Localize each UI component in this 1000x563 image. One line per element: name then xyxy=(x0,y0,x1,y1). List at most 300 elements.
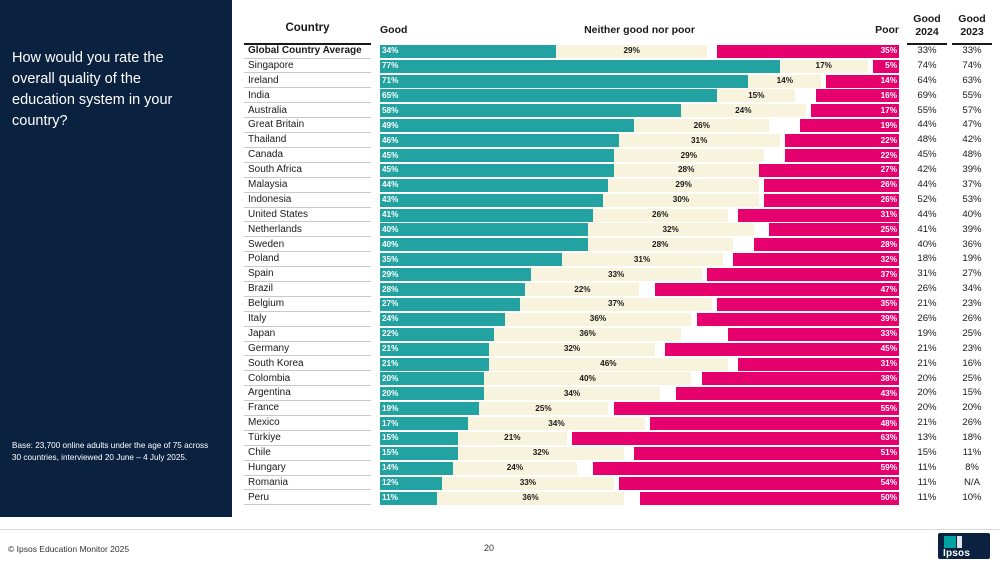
bar-label-poor: 39% xyxy=(880,314,897,324)
bar-segment-neither xyxy=(468,417,644,430)
bar-segment-neither xyxy=(556,45,707,58)
table-row xyxy=(244,89,992,104)
row-bar-group xyxy=(380,75,899,88)
cell-good-2023: 10% xyxy=(962,491,982,503)
bar-label-good: 15% xyxy=(382,448,399,458)
cell-good-2023: 11% xyxy=(962,447,982,459)
cell-good-2023: 27% xyxy=(962,268,982,280)
bar-label-neither: 15% xyxy=(748,90,765,100)
bar-label-poor: 16% xyxy=(880,90,897,100)
bar-label-neither: 17% xyxy=(815,61,832,71)
cell-good-2023: 18% xyxy=(962,432,982,444)
row-bar-group xyxy=(380,462,899,475)
bar-label-neither: 31% xyxy=(690,135,708,145)
table-row xyxy=(244,193,992,208)
bar-segment-neither xyxy=(458,447,624,460)
cell-good-2024: 20% xyxy=(917,387,937,399)
good-2024-line1: Good xyxy=(913,13,941,25)
bar-segment-good xyxy=(380,75,748,88)
cell-good-2024: 19% xyxy=(917,327,937,339)
row-bar-group xyxy=(380,253,899,266)
bar-segment-poor xyxy=(707,268,899,281)
bar-segment-neither xyxy=(484,372,692,385)
bar-label-good: 15% xyxy=(382,433,399,443)
row-country-label: Canada xyxy=(248,149,284,161)
bar-segment-neither xyxy=(531,268,702,281)
cell-good-2024: 11% xyxy=(917,491,937,503)
bar-label-neither: 34% xyxy=(563,388,581,398)
bar-segment-good xyxy=(380,313,505,326)
row-country-label: Argentina xyxy=(248,387,291,399)
table-row xyxy=(244,163,992,178)
cell-good-2024: 55% xyxy=(917,104,937,116)
bar-label-good: 20% xyxy=(382,373,399,383)
bar-segment-good xyxy=(380,223,588,236)
cell-good-2024: 20% xyxy=(917,402,937,414)
bar-label-poor: 26% xyxy=(880,180,897,190)
stacked-bar-chart xyxy=(244,13,992,506)
bar-label-neither: 28% xyxy=(678,165,695,175)
bar-segment-neither xyxy=(479,402,609,415)
logo-bar-icon xyxy=(957,536,962,548)
cell-good-2023: 39% xyxy=(962,164,982,176)
bar-label-neither: 32% xyxy=(662,224,679,234)
cell-good-2024: 40% xyxy=(917,238,937,250)
cell-good-2023: 25% xyxy=(962,372,982,384)
row-country-label: Spain xyxy=(248,268,274,280)
row-bar-group xyxy=(380,343,899,356)
cell-good-2024: 21% xyxy=(917,417,937,429)
bar-label-good: 43% xyxy=(382,195,399,205)
cell-good-2024: 18% xyxy=(917,253,937,265)
bar-segment-poor xyxy=(614,402,899,415)
cell-good-2024: 26% xyxy=(917,283,937,295)
bar-segment-poor xyxy=(764,194,899,207)
bar-label-neither: 25% xyxy=(535,403,552,413)
row-country-label: Global Country Average xyxy=(248,45,362,56)
cell-good-2024: 44% xyxy=(917,179,937,191)
row-bar-group xyxy=(380,358,899,371)
row-bar-group xyxy=(380,179,899,192)
bar-segment-poor xyxy=(811,104,899,117)
bar-segment-good xyxy=(380,134,619,147)
table-row xyxy=(244,104,992,119)
bar-segment-neither xyxy=(717,89,795,102)
row-country-label: Sweden xyxy=(248,238,285,250)
bar-segment-poor xyxy=(619,477,899,490)
bar-label-neither: 40% xyxy=(579,373,596,383)
row-country-label: Thailand xyxy=(248,134,287,146)
cell-good-2024: 74% xyxy=(917,59,937,71)
bar-segment-good xyxy=(380,209,593,222)
cell-good-2023: 63% xyxy=(962,74,982,86)
bar-segment-poor xyxy=(728,328,899,341)
table-row xyxy=(244,357,992,372)
bar-segment-neither xyxy=(562,253,723,266)
bar-segment-good xyxy=(380,477,442,490)
bar-segment-poor xyxy=(769,223,899,236)
row-country-label: India xyxy=(248,89,270,101)
bar-segment-good xyxy=(380,283,525,296)
bar-label-good: 35% xyxy=(382,254,399,264)
table-row xyxy=(244,74,992,89)
bar-label-neither: 26% xyxy=(652,210,669,220)
bar-label-good: 77% xyxy=(382,61,399,71)
cell-good-2024: 11% xyxy=(917,461,937,473)
cell-good-2023: 37% xyxy=(962,179,982,191)
bar-segment-neither xyxy=(614,149,765,162)
row-country-label: Peru xyxy=(248,491,270,503)
bar-label-neither: 32% xyxy=(532,448,550,458)
bar-label-poor: 59% xyxy=(880,463,897,473)
row-country-label: Germany xyxy=(248,342,290,354)
bar-segment-neither xyxy=(681,104,806,117)
table-row xyxy=(244,59,992,74)
bar-label-poor: 32% xyxy=(880,254,897,264)
row-country-label: Brazil xyxy=(248,283,274,295)
cell-good-2023: 47% xyxy=(962,119,982,131)
bar-segment-good xyxy=(380,45,556,58)
bar-label-neither: 14% xyxy=(776,76,793,86)
table-row xyxy=(244,118,992,133)
bar-segment-good xyxy=(380,358,489,371)
column-header-good-2024 xyxy=(907,13,947,39)
bar-label-good: 24% xyxy=(382,314,399,324)
row-country-label: Australia xyxy=(248,104,287,116)
bar-label-good: 20% xyxy=(382,388,399,398)
row-bar-group xyxy=(380,492,899,505)
legend-neither: Neither good nor poor xyxy=(584,24,695,36)
row-bar-group xyxy=(380,447,899,460)
bar-label-good: 22% xyxy=(382,329,399,339)
bar-label-neither: 29% xyxy=(675,180,692,190)
row-bar-group xyxy=(380,432,899,445)
row-country-label: United States xyxy=(248,208,309,220)
bar-label-neither: 24% xyxy=(506,463,524,473)
row-country-label: Türkiye xyxy=(248,432,281,444)
bar-label-good: 58% xyxy=(382,105,399,115)
bar-segment-good xyxy=(380,179,608,192)
bar-segment-poor xyxy=(634,447,899,460)
bar-segment-good xyxy=(380,119,634,132)
bar-label-good: 29% xyxy=(382,269,399,279)
bar-label-neither: 33% xyxy=(607,269,625,279)
bar-label-neither: 36% xyxy=(522,493,539,503)
cell-good-2024: 21% xyxy=(917,357,937,369)
bar-segment-neither xyxy=(614,164,759,177)
bar-label-good: 40% xyxy=(382,239,399,249)
bar-segment-neither xyxy=(489,358,728,371)
cell-good-2024: 44% xyxy=(917,208,937,220)
table-row xyxy=(244,312,992,327)
bar-segment-poor xyxy=(697,313,899,326)
bar-label-good: 41% xyxy=(382,210,399,220)
bar-label-poor: 51% xyxy=(880,448,897,458)
bar-label-poor: 37% xyxy=(880,269,897,279)
bar-label-neither: 36% xyxy=(579,329,596,339)
question-text: How would you rate the overall quality of the education system in your country? xyxy=(12,50,173,129)
cell-good-2024: 26% xyxy=(917,313,937,325)
logo-text: Ipsos xyxy=(943,548,971,559)
bar-label-good: 46% xyxy=(382,135,399,145)
row-bar-group xyxy=(380,417,899,430)
cell-good-2024: 45% xyxy=(917,149,937,161)
bar-segment-good xyxy=(380,432,458,445)
table-row xyxy=(244,431,992,446)
table-row xyxy=(244,416,992,431)
bar-segment-neither xyxy=(748,75,821,88)
bar-segment-poor xyxy=(593,462,899,475)
bar-label-neither: 29% xyxy=(623,46,640,56)
row-divider xyxy=(244,504,371,505)
cell-good-2023: 42% xyxy=(962,134,982,146)
row-country-label: Italy xyxy=(248,313,267,325)
cell-good-2024: 31% xyxy=(917,268,937,280)
row-bar-group xyxy=(380,134,899,147)
bar-segment-neither xyxy=(780,60,868,73)
table-row xyxy=(244,342,992,357)
row-bar-group xyxy=(380,223,899,236)
bar-segment-poor xyxy=(873,60,899,73)
cell-good-2023: 8% xyxy=(965,461,979,473)
bar-segment-neither xyxy=(453,462,578,475)
cell-good-2023: 48% xyxy=(962,149,982,161)
row-country-label: Hungary xyxy=(248,461,286,473)
bar-label-neither: 26% xyxy=(693,120,710,130)
bar-segment-good xyxy=(380,387,484,400)
bar-segment-neither xyxy=(494,328,681,341)
bar-segment-neither xyxy=(458,432,567,445)
bar-segment-poor xyxy=(785,149,899,162)
cell-good-2023: 55% xyxy=(962,89,982,101)
bar-label-poor: 54% xyxy=(880,478,897,488)
table-row xyxy=(244,491,992,506)
bar-segment-good xyxy=(380,417,468,430)
table-row xyxy=(244,267,992,282)
cell-good-2023: 34% xyxy=(962,283,982,295)
table-row xyxy=(244,133,992,148)
copyright-text: © Ipsos Education Monitor 2025 xyxy=(8,544,130,554)
cell-good-2023: 26% xyxy=(962,417,982,429)
table-row xyxy=(244,178,992,193)
row-bar-group xyxy=(380,209,899,222)
bar-segment-good xyxy=(380,164,614,177)
bar-label-good: 21% xyxy=(382,344,399,354)
bar-label-neither: 33% xyxy=(519,478,537,488)
bar-segment-poor xyxy=(826,75,899,88)
row-bar-group xyxy=(380,313,899,326)
bar-segment-neither xyxy=(593,209,728,222)
bar-label-poor: 31% xyxy=(880,359,897,368)
cell-good-2023: 20% xyxy=(962,402,982,414)
row-bar-group xyxy=(380,238,899,251)
table-row xyxy=(244,282,992,297)
cell-good-2023: 39% xyxy=(962,223,982,235)
bar-segment-poor xyxy=(665,343,899,356)
bar-segment-poor xyxy=(738,358,899,371)
row-country-label: Singapore xyxy=(248,59,294,71)
bar-label-good: 11% xyxy=(382,493,398,503)
bar-segment-poor xyxy=(800,119,899,132)
cell-good-2024: 64% xyxy=(917,74,937,86)
table-row xyxy=(244,44,992,59)
bar-segment-poor xyxy=(717,298,899,311)
cell-good-2023: 74% xyxy=(962,59,982,71)
cell-good-2024: 44% xyxy=(917,119,937,131)
cell-good-2023: 33% xyxy=(962,45,982,56)
bar-segment-good xyxy=(380,194,603,207)
base-text: Base: 23,700 online adults under the age of 75 across 30 countries, interviewed 20 June – 4 July 2025. xyxy=(12,441,209,462)
cell-good-2023: 53% xyxy=(962,193,982,205)
row-country-label: Chile xyxy=(248,447,271,459)
bar-segment-poor xyxy=(676,387,899,400)
row-bar-group xyxy=(380,89,899,102)
cell-good-2024: 48% xyxy=(917,134,937,146)
bar-label-poor: 45% xyxy=(880,344,897,354)
bar-label-poor: 63% xyxy=(880,433,897,443)
row-bar-group xyxy=(380,283,899,296)
bar-label-neither: 46% xyxy=(600,359,617,368)
row-country-label: Great Britain xyxy=(248,119,305,131)
cell-good-2024: 42% xyxy=(917,164,937,176)
bar-segment-poor xyxy=(650,417,899,430)
bar-label-neither: 22% xyxy=(574,284,591,294)
legend-poor: Poor xyxy=(875,24,899,36)
bar-label-poor: 43% xyxy=(880,388,897,398)
row-country-label: South Korea xyxy=(248,357,304,369)
bar-label-good: 34% xyxy=(382,46,399,56)
bar-label-poor: 35% xyxy=(880,299,897,309)
bar-label-poor: 31% xyxy=(880,210,897,220)
chart-header xyxy=(244,13,992,44)
bar-segment-neither xyxy=(619,134,780,147)
bar-segment-good xyxy=(380,402,479,415)
bar-segment-neither xyxy=(520,298,712,311)
bar-label-poor: 5% xyxy=(885,61,897,71)
cell-good-2023: 57% xyxy=(962,104,982,116)
bar-label-poor: 22% xyxy=(880,135,897,145)
bar-segment-good xyxy=(380,492,437,505)
bar-segment-poor xyxy=(764,179,899,192)
row-bar-group xyxy=(380,477,899,490)
bar-label-poor: 55% xyxy=(880,403,897,413)
table-row xyxy=(244,476,992,491)
row-bar-group xyxy=(380,298,899,311)
table-row xyxy=(244,238,992,253)
row-country-label: Poland xyxy=(248,253,280,265)
cell-good-2023: 23% xyxy=(962,342,982,354)
table-row xyxy=(244,446,992,461)
bar-segment-good xyxy=(380,343,489,356)
row-bar-group xyxy=(380,45,899,58)
column-header-country: Country xyxy=(285,22,330,34)
bar-segment-poor xyxy=(738,209,899,222)
bar-segment-good xyxy=(380,238,588,251)
bar-segment-good xyxy=(380,298,520,311)
row-country-label: Ireland xyxy=(248,74,279,86)
bar-label-neither: 36% xyxy=(589,314,607,324)
bar-label-poor: 22% xyxy=(880,150,897,160)
table-row xyxy=(244,372,992,387)
row-bar-group xyxy=(380,194,899,207)
bar-label-poor: 38% xyxy=(880,373,897,383)
row-bar-group xyxy=(380,104,899,117)
bar-segment-neither xyxy=(484,387,660,400)
bar-label-good: 19% xyxy=(382,403,399,413)
bar-label-poor: 19% xyxy=(880,120,897,130)
bar-segment-good xyxy=(380,104,681,117)
bar-segment-neither xyxy=(505,313,692,326)
row-bar-group xyxy=(380,268,899,281)
row-bar-group xyxy=(380,164,899,177)
bar-segment-poor xyxy=(717,45,899,58)
cell-good-2024: 21% xyxy=(917,342,937,354)
bar-segment-good xyxy=(380,372,484,385)
table-row xyxy=(244,223,992,238)
table-row xyxy=(244,327,992,342)
bar-label-good: 49% xyxy=(382,120,399,130)
bar-segment-poor xyxy=(572,432,899,445)
row-bar-group xyxy=(380,387,899,400)
table-row xyxy=(244,401,992,416)
bar-label-good: 45% xyxy=(382,150,399,160)
bar-segment-neither xyxy=(588,223,754,236)
page-number: 20 xyxy=(484,543,495,553)
bar-segment-good xyxy=(380,149,614,162)
row-country-label: Belgium xyxy=(248,298,285,310)
bar-label-good: 28% xyxy=(382,284,399,294)
bar-label-poor: 28% xyxy=(880,239,897,249)
column-header-good-2023 xyxy=(952,13,992,39)
row-country-label: Mexico xyxy=(248,417,280,429)
bar-segment-neither xyxy=(525,283,639,296)
bar-label-poor: 26% xyxy=(880,195,897,205)
row-country-label: Colombia xyxy=(248,372,291,384)
cell-good-2024: 13% xyxy=(917,432,937,444)
table-row xyxy=(244,386,992,401)
bar-label-neither: 32% xyxy=(563,344,581,354)
row-country-label: Romania xyxy=(248,476,289,488)
row-bar-group xyxy=(380,60,899,73)
cell-good-2024: 21% xyxy=(917,298,937,310)
bar-label-poor: 27% xyxy=(880,165,897,175)
bar-segment-poor xyxy=(785,134,899,147)
bar-segment-poor xyxy=(655,283,899,296)
cell-good-2024: 69% xyxy=(917,89,937,101)
bar-segment-poor xyxy=(816,89,899,102)
bar-label-poor: 35% xyxy=(880,46,897,56)
bar-segment-neither xyxy=(634,119,769,132)
cell-good-2023: N/A xyxy=(964,476,980,488)
bar-segment-poor xyxy=(733,253,899,266)
footer-divider xyxy=(0,529,1000,530)
bar-segment-good xyxy=(380,268,531,281)
row-country-label: Japan xyxy=(248,327,276,339)
bar-segment-good xyxy=(380,447,458,460)
cell-good-2023: 19% xyxy=(962,253,982,265)
row-country-label: Netherlands xyxy=(248,223,302,235)
cell-good-2023: 40% xyxy=(962,208,982,220)
good-2023-line1: Good xyxy=(958,13,986,25)
bar-segment-poor xyxy=(640,492,900,505)
ipsos-logo xyxy=(938,533,990,559)
row-bar-group xyxy=(380,402,899,415)
chart-rows xyxy=(244,44,992,506)
bar-segment-neither xyxy=(489,343,655,356)
cell-good-2024: 15% xyxy=(917,447,937,459)
bar-label-good: 65% xyxy=(382,90,399,100)
bar-label-neither: 29% xyxy=(680,150,697,160)
